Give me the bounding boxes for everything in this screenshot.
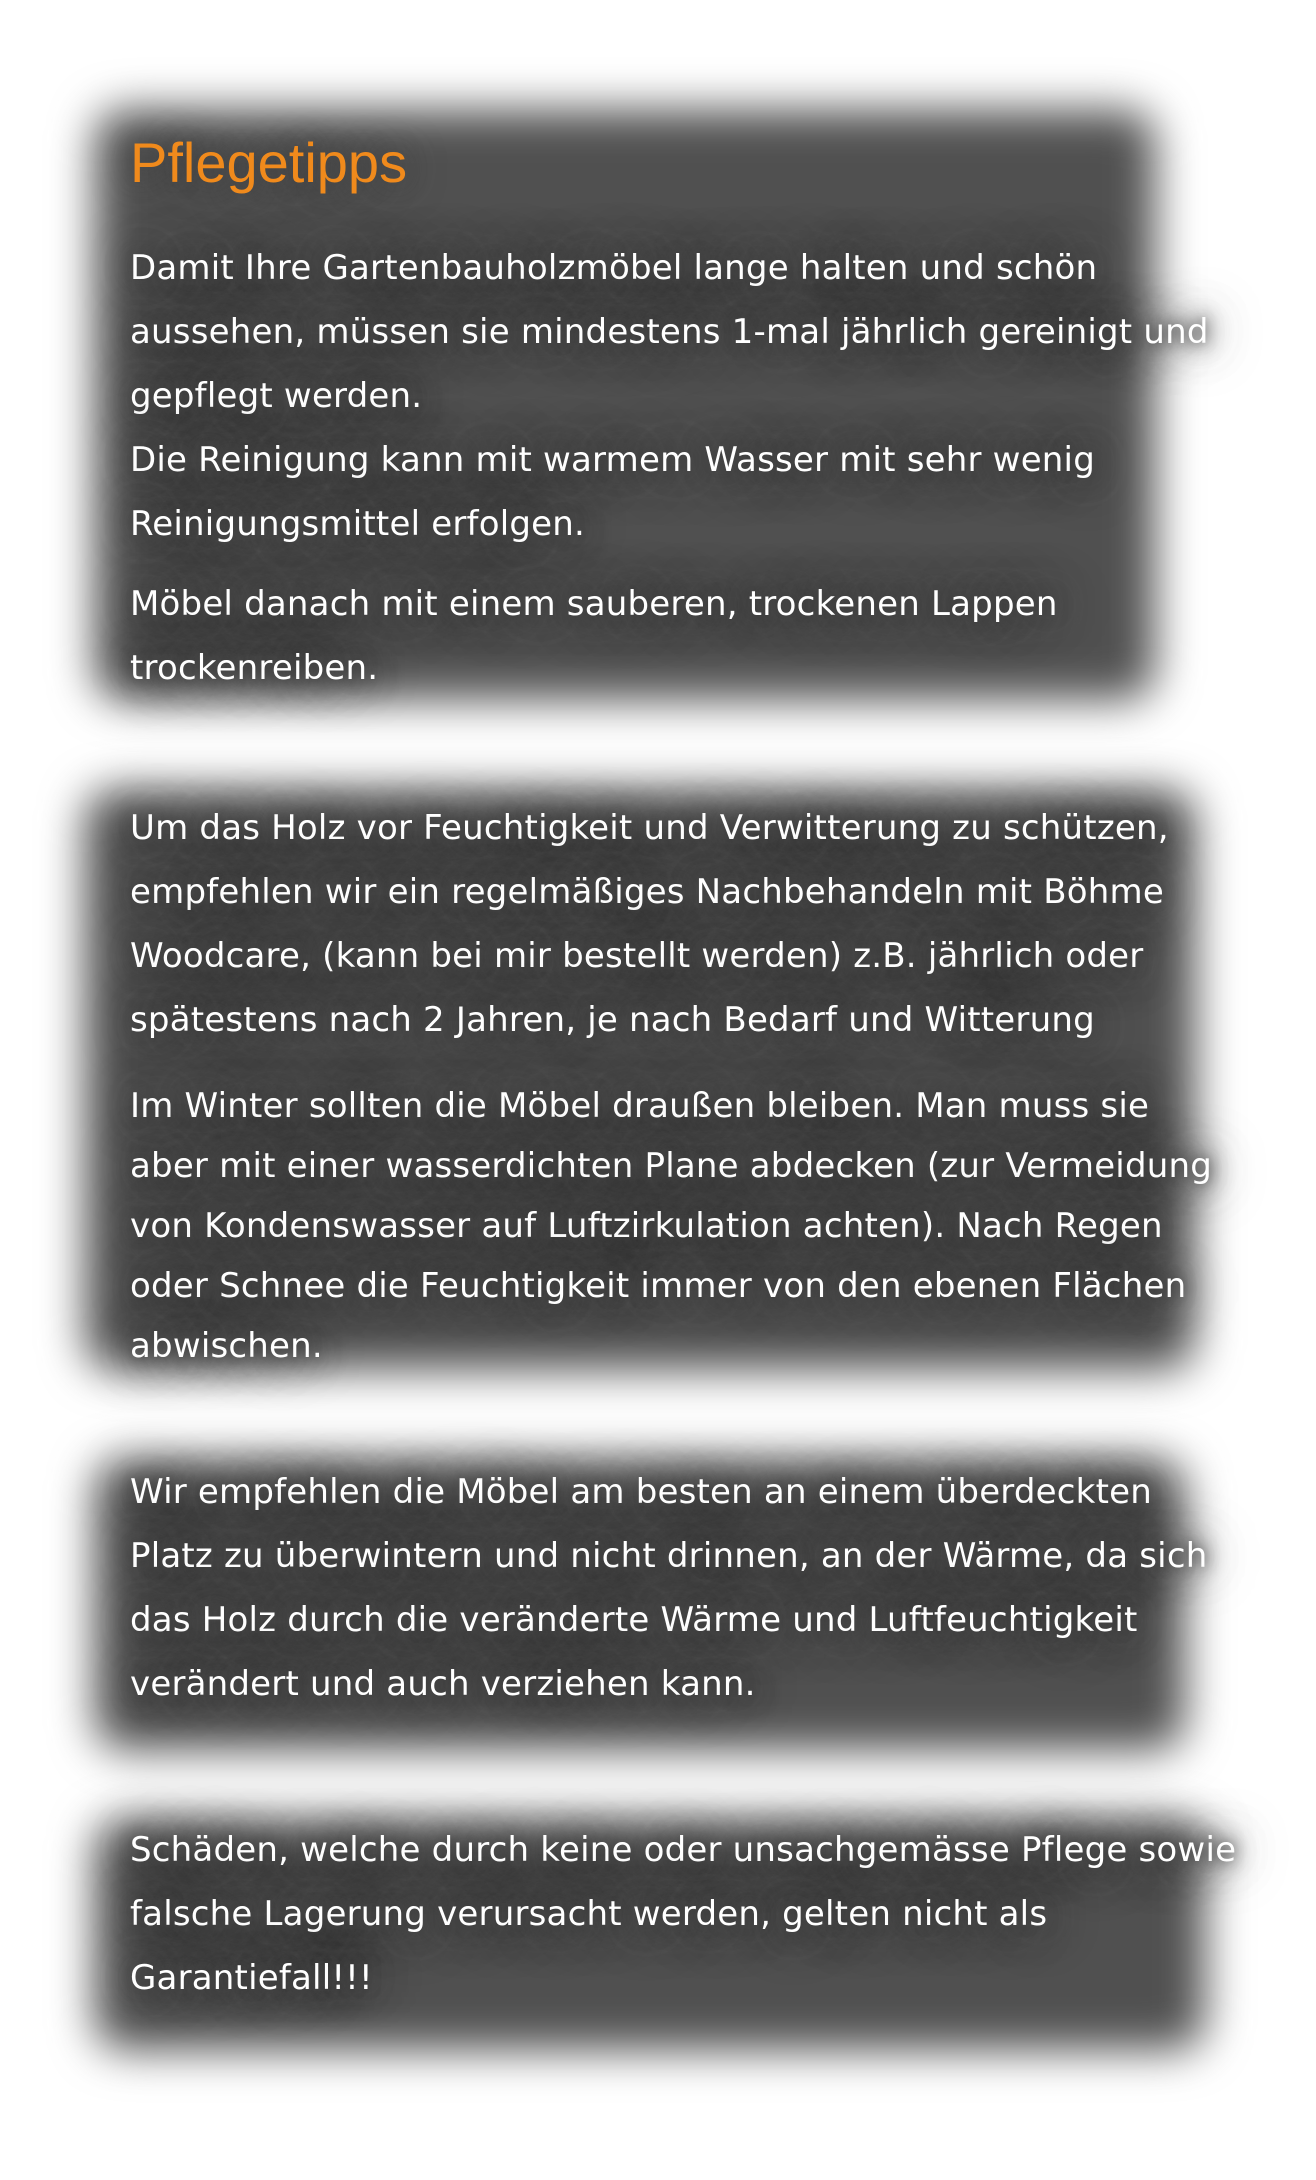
text-line: von Kondenswasser auf Luftzirkulation achten). Nach Regen [130, 1206, 1163, 1246]
text-line: gepflegt werden. [130, 376, 423, 416]
text-line: Woodcare, (kann bei mir bestellt werden) z.B. jährlich oder [130, 936, 1144, 976]
page-title: Pflegetipps [130, 131, 408, 194]
text-line: empfehlen wir ein regelmäßiges Nachbehandeln mit Böhme [130, 872, 1164, 912]
text-line: Garantiefall!!! [130, 1958, 373, 1998]
text-line: Die Reinigung kann mit warmem Wasser mit sehr wenig [130, 440, 1095, 480]
text-line: Damit Ihre Gartenbauholzmöbel lange halten und schön [130, 248, 1098, 288]
section-cleaning [130, 236, 1209, 700]
text-line: aber mit einer wasserdichten Plane abdecken (zur Vermeidung [130, 1146, 1213, 1186]
text-line: Reinigungsmittel erfolgen. [130, 504, 586, 544]
text-line: aussehen, müssen sie mindestens 1-mal jährlich gereinigt und [130, 312, 1209, 352]
text-line: verändert und auch verziehen kann. [130, 1664, 756, 1704]
text-line: Schäden, welche durch keine oder unsachgemässe Pflege sowie [130, 1830, 1237, 1870]
text-line: Möbel danach mit einem sauberen, trockenen Lappen [130, 584, 1058, 624]
text-line: Um das Holz vor Feuchtigkeit und Verwitterung zu schützen, [130, 808, 1169, 848]
text-line: falsche Lagerung verursacht werden, gelten nicht als [130, 1894, 1048, 1934]
text-line: Im Winter sollten die Möbel draußen bleiben. Man muss sie [130, 1086, 1150, 1126]
section-warranty [130, 1818, 1237, 2010]
text-line: trockenreiben. [130, 648, 379, 688]
text-line: Platz zu überwintern und nicht drinnen, an der Wärme, da sich [130, 1536, 1208, 1576]
section-protection [130, 796, 1190, 1052]
text-line: Wir empfehlen die Möbel am besten an einem überdeckten [130, 1472, 1152, 1512]
text-line: das Holz durch die veränderte Wärme und Luftfeuchtigkeit [130, 1600, 1138, 1640]
text-line: abwischen. [130, 1326, 323, 1366]
section-winter [130, 1076, 1213, 1376]
text-line: oder Schnee die Feuchtigkeit immer von den ebenen Flächen [130, 1266, 1187, 1306]
text-line: spätestens nach 2 Jahren, je nach Bedarf und Witterung [130, 1000, 1095, 1040]
section-overwintering [130, 1460, 1208, 1716]
